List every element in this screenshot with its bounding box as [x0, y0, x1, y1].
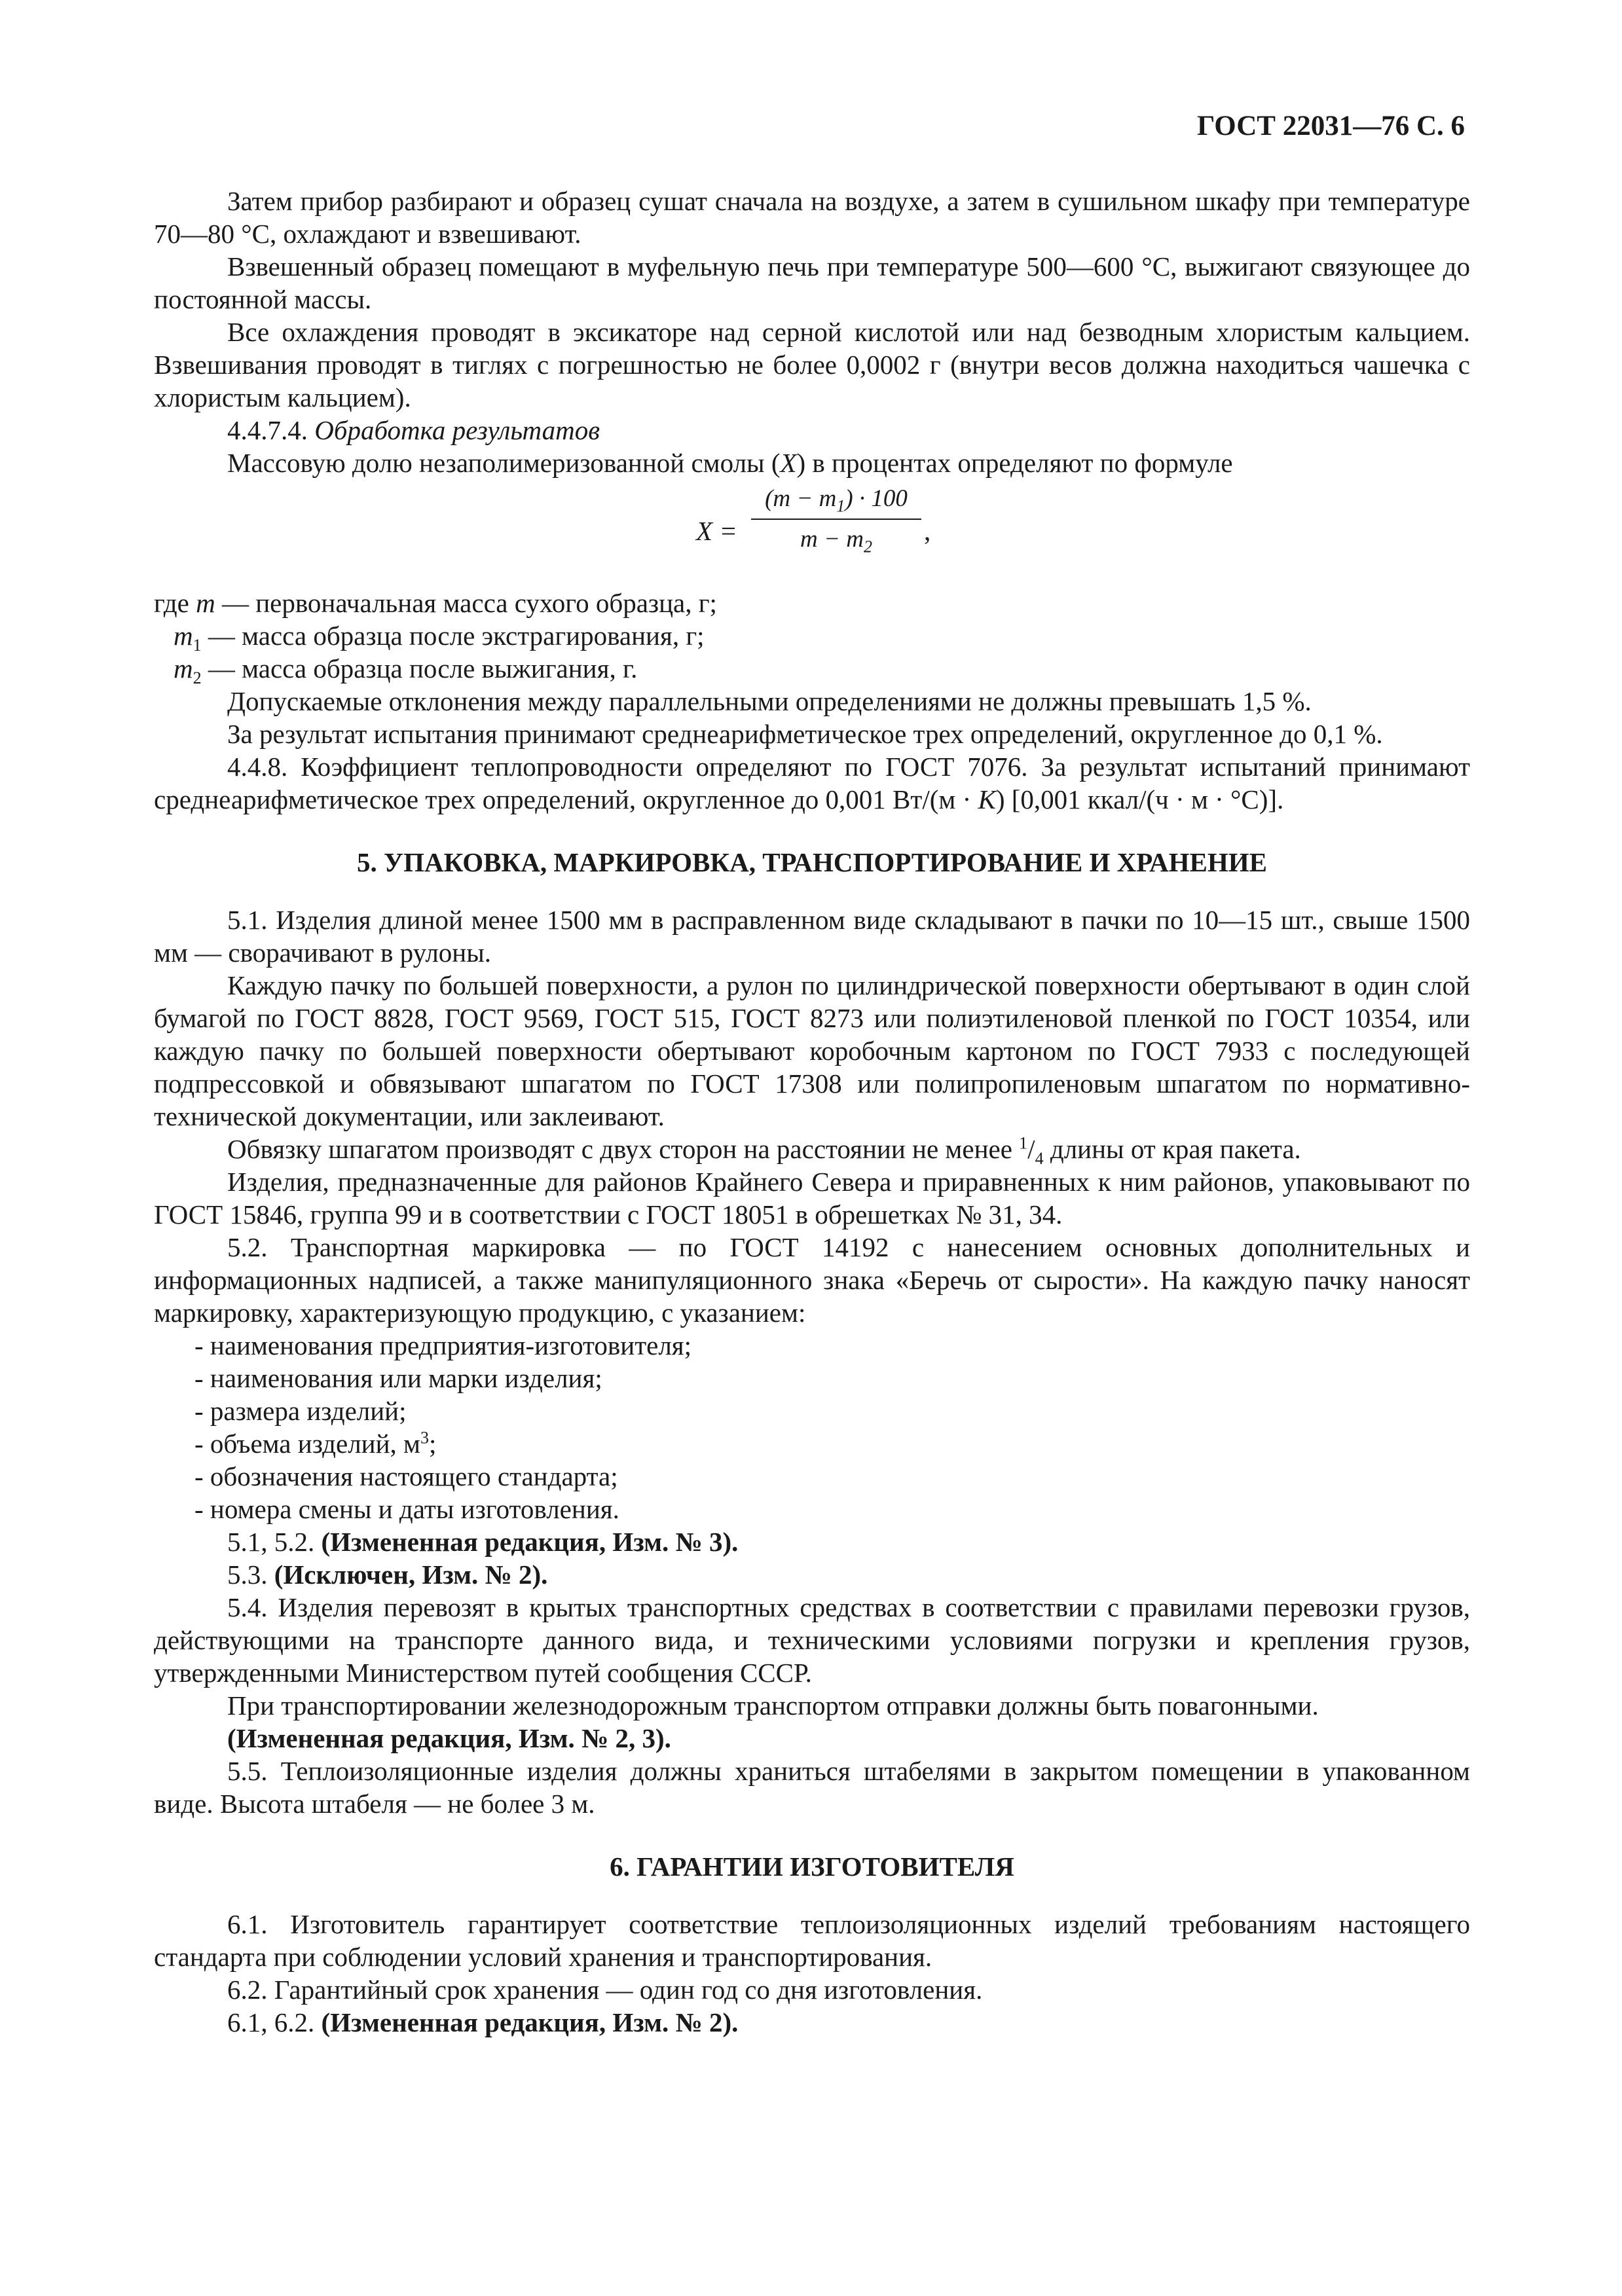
paragraph: Взвешенный образец помещают в муфельную печь при температуре 500—600 °С, выжигают связующее до постоянной массы. — [154, 251, 1470, 314]
text-run: длины от края пакета. — [1043, 1134, 1301, 1164]
paragraph: 6.1. Изготовитель гарантирует соответствие теплоизоляционных изделий требованиям настоящего стандарта при соблюдении условий хранения и транспортирования. — [154, 1909, 1470, 1972]
document-body — [154, 185, 1470, 2039]
subsection-title — [154, 414, 1470, 446]
bold-text: (Измененная редакция, Изм. № 3). — [321, 1527, 739, 1557]
subscript: 1 — [836, 496, 845, 516]
bold-text: (Измененная редакция, Изм. № 2). — [321, 2007, 739, 2037]
bold-text: (Исключен, Изм. № 2). — [274, 1559, 548, 1590]
subscript: 2 — [863, 537, 872, 556]
variable: m — [174, 621, 193, 651]
paragraph: 6.2. Гарантийный срок хранения — один год со дня изготовления. — [227, 1975, 983, 2005]
text-run: где — [154, 588, 196, 618]
variable: m — [196, 588, 215, 618]
fraction-one-quarter: $^1/_4$ — [1019, 1133, 1044, 1169]
legend-item — [154, 619, 1470, 655]
paragraph: 5.5. Теплоизоляционные изделия должны храниться штабелями в закрытом помещении в упакованном виде. Высота штабеля — не более 3 м. — [154, 1756, 1470, 1819]
paragraph: 5.4. Изделия перевозят в крытых транспортных средствах в соответствии с правилами перевозки грузов, действующими на транспорте данного вида, и техническими условиями погрузки и крепления грузов, утвержденными Министерством путей сообщения СССР. — [154, 1592, 1470, 1688]
paragraph: Затем прибор разбирают и образец сушат сначала на воздухе, а затем в сушильном шкафу при температуре 70—80 °С, охлаждают и взвешивают. — [154, 186, 1470, 249]
paragraph: При транспортировании железнодорожным транспортом отправки должны быть повагонными. — [227, 1690, 1319, 1721]
list-item: - обозначения настоящего стандарта; — [194, 1461, 618, 1491]
text-run: ) · 100 — [845, 485, 908, 512]
subsection-number: 4.4.7.4. — [227, 415, 308, 445]
list-item: - номера смены и даты изготовления. — [194, 1494, 619, 1524]
amendment-note — [154, 1558, 1470, 1591]
subscript: 2 — [193, 668, 202, 688]
page-header-ref: ГОСТ 22031—76 С. 6 — [1196, 111, 1465, 141]
text-run: m − m — [800, 526, 864, 553]
amendment-note: (Измененная редакция, Изм. № 2, 3). — [227, 1723, 671, 1753]
fraction-numerator: 1 — [1019, 1133, 1028, 1153]
text-run: 6.1, 6.2. — [227, 2007, 322, 2037]
variable: X — [780, 448, 797, 478]
text-run: — первоначальная масса сухого образца, г; — [215, 588, 717, 618]
text-run: (m − m — [765, 485, 837, 512]
paragraph: Каждую пачку по большей поверхности, а рулон по цилиндрической поверхности обертывают в один слой бумагой по ГОСТ 8828, ГОСТ 9569, ГОСТ 515, ГОСТ 8273 или полиэтиленовой пленкой по ГОСТ 10354, или каждую пачку по большей поверхности обертывают коробочным картоном по ГОСТ 7933 с последующей подпрессовкой и обвязывают шпагатом по ГОСТ 17308 или полипропиленовым шпагатом по нормативно-технической документации, или заклеивают. — [154, 970, 1470, 1131]
variable: m — [174, 653, 193, 683]
paragraph — [154, 446, 1470, 479]
text-run: 5.3. — [227, 1559, 274, 1590]
list-item: - наименования предприятия-изготовителя; — [194, 1330, 692, 1360]
section-heading: 6. ГАРАНТИИ ИЗГОТОВИТЕЛЯ — [610, 1851, 1014, 1882]
fraction-denominator: 4 — [1035, 1149, 1044, 1169]
formula-lhs: X = — [696, 516, 737, 546]
list-item: - наименования или марки изделия; — [194, 1363, 602, 1393]
formula-numerator — [751, 483, 921, 515]
paragraph: 5.2. Транспортная маркировка — по ГОСТ 14192 с нанесением основных дополнительных и информационных надписей, а также манипуляционного знака «Беречь от сырости». На каждую пачку наносят маркировку, характеризующую продукцию, с указанием: — [154, 1232, 1470, 1328]
paragraph: За результат испытания принимают среднеарифметическое трех определений, округленное до 0,1 %. — [227, 719, 1383, 749]
paragraph: Допускаемые отклонения между параллельными определениями не должны превышать 1,5 %. — [227, 686, 1312, 716]
subscript: 1 — [193, 636, 202, 655]
text-run: Массовую долю незаполимеризованной смолы ( — [227, 448, 781, 478]
formula-fraction — [751, 483, 921, 555]
text-run: — масса образца после экстрагирования, г; — [201, 621, 705, 651]
subsection-title-text: Обработка результатов — [314, 415, 600, 445]
paragraph — [154, 750, 1470, 816]
text-run: ; — [429, 1429, 437, 1459]
text-run: 5.1, 5.2. — [227, 1527, 322, 1557]
section-heading: 5. УПАКОВКА, МАРКИРОВКА, ТРАНСПОРТИРОВАНИЕ И ХРАНЕНИЕ — [356, 847, 1268, 877]
formula-denominator — [751, 524, 921, 555]
list-item: - размера изделий; — [194, 1396, 407, 1426]
text-run: — масса образца после выжигания, г. — [201, 653, 638, 683]
text-run: - объема изделий, м — [194, 1429, 420, 1459]
paragraph — [154, 1133, 1470, 1169]
paragraph: Изделия, предназначенные для районов Крайнего Севера и приравненных к ним районов, упаковывают по ГОСТ 15846, группа 99 и в соответствии с ГОСТ 18051 в обрешетках № 31, 34. — [154, 1167, 1470, 1230]
legend-item — [154, 587, 1470, 619]
paragraph: 5.1. Изделия длиной менее 1500 мм в расправленном виде складывают в пачки по 10—15 шт., свыше 1500 мм — сворачивают в рулоны. — [154, 905, 1470, 968]
text-run: 4.4.8. Коэффициент теплопроводности определяют по ГОСТ 7076. За результат испытаний принимают среднеарифметическое трех определений, округленное до 0,001 Вт/(м · — [154, 752, 1470, 814]
superscript: 3 — [420, 1428, 429, 1448]
formula-comma: , — [924, 516, 931, 546]
variable: K — [978, 784, 996, 814]
amendment-note — [154, 1525, 1470, 1558]
text-run: ) в процентах определяют по формуле — [796, 448, 1233, 478]
formula — [154, 483, 1470, 581]
list-item — [154, 1427, 1470, 1460]
text-run: ) [0,001 ккал/(ч · м · °С)]. — [995, 784, 1284, 814]
text-run: Обвязку шпагатом производят с двух сторон на расстоянии не менее — [227, 1134, 1020, 1164]
fraction-bar — [751, 519, 921, 520]
legend-item — [154, 652, 1470, 688]
paragraph: Все охлаждения проводят в эксикаторе над серной кислотой или над безводным хлористым кальцием. Взвешивания проводят в тиглях с погрешностью не более 0,0002 г (внутри весов должна находиться чашечка с хлористым кальцием). — [154, 317, 1470, 412]
amendment-note — [154, 2006, 1470, 2039]
